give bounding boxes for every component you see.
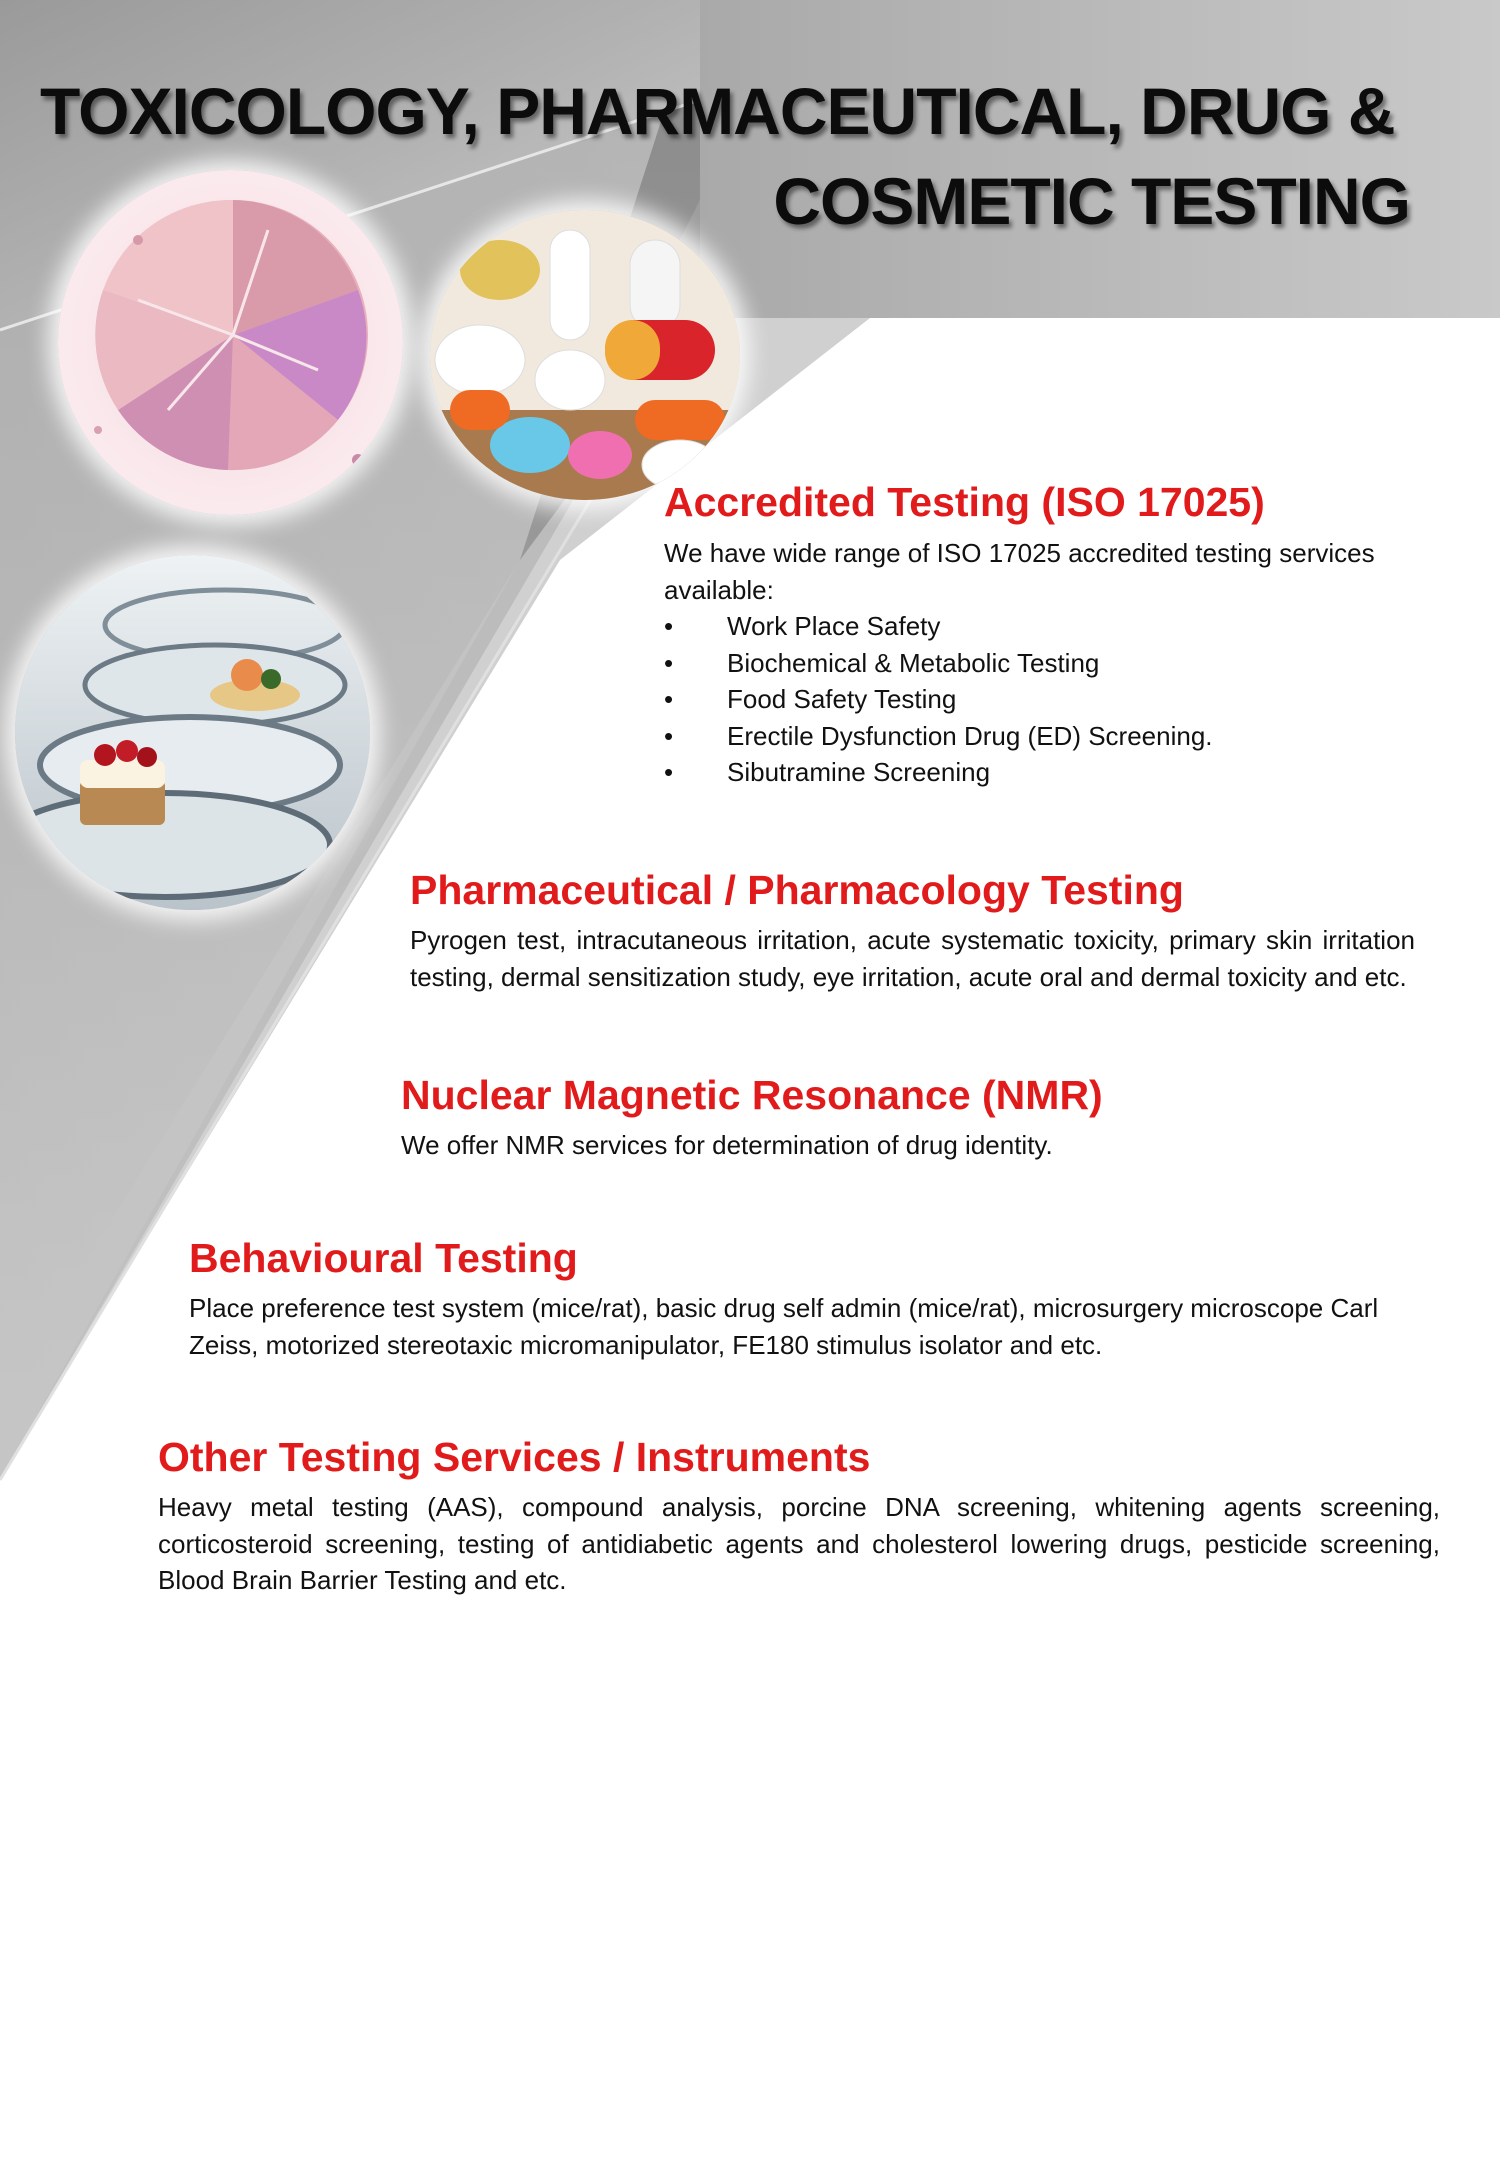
list-item: • Biochemical & Metabolic Testing (664, 645, 1213, 682)
section-body-nmr: We offer NMR services for determination of drug identity. (401, 1130, 1053, 1160)
title-line-1: TOXICOLOGY, PHARMACEUTICAL, DRUG & (40, 74, 1395, 148)
bullet-icon: • (664, 720, 674, 751)
pills-photo (430, 210, 740, 500)
list-item: • Sibutramine Screening (664, 754, 1213, 791)
petri-dish-photo (15, 555, 370, 910)
section-heading-other: Other Testing Services / Instruments (158, 1434, 871, 1480)
bullet-icon: • (664, 611, 674, 641)
section-heading-accredited: Accredited Testing (ISO 17025) (664, 479, 1265, 525)
section-body-pharmaceutical: Pyrogen test, intracutaneous irritation, acute systematic toxicity, primary skin irritation testing, dermal sensitization study, eye irritation, acute oral and dermal toxicity and etc. (410, 925, 1415, 992)
section-body-other: Heavy metal testing (AAS), compound analysis, porcine DNA screening, whitening agents screening, corticosteroid screening, testing of antidiabetic agents and cholesterol lowering drugs, pesticide screening, Blood Brain Barrier Testing and etc. (158, 1492, 1440, 1595)
list-item: • Erectile Dysfunction Drug (ED) Screening. (664, 718, 1213, 755)
bullet-icon: • (664, 684, 674, 714)
list-item: • Food Safety Testing (664, 681, 1213, 718)
section-heading-pharmaceutical: Pharmaceutical / Pharmacology Testing (410, 867, 1184, 913)
section-heading-nmr: Nuclear Magnetic Resonance (NMR) (401, 1072, 1103, 1118)
section-body-behavioural: Place preference test system (mice/rat), basic drug self admin (mice/rat), microsurgery microscope Carl Zeiss, motorized stereotaxic micromanipulator, FE180 stimulus isolator and etc. (189, 1293, 1379, 1360)
section-intro-accredited: We have wide range of ISO 17025 accredited testing services available: (664, 538, 1375, 605)
section-heading-behavioural: Behavioural Testing (189, 1235, 578, 1281)
accredited-services-list (664, 608, 1213, 791)
cosmetic-powder-photo (58, 170, 403, 515)
bullet-icon: • (664, 647, 674, 678)
bullet-icon: • (664, 757, 674, 787)
title-line-2: COSMETIC TESTING (773, 164, 1410, 238)
list-item: • Work Place Safety (664, 608, 1213, 645)
